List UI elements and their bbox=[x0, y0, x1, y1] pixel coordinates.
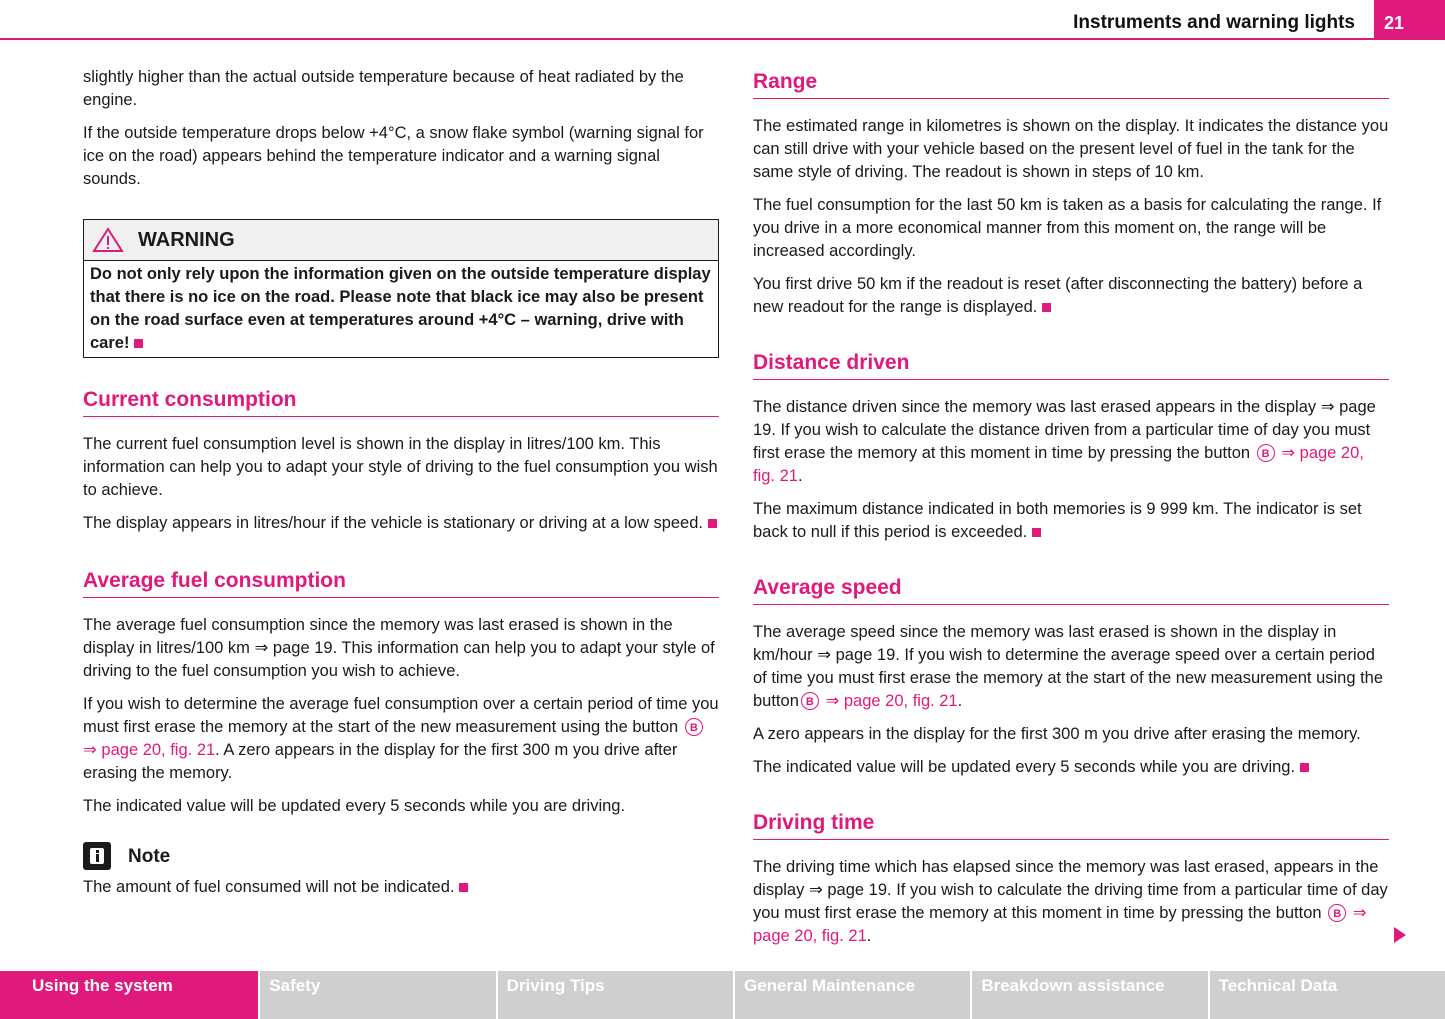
page-reference: ⇒ page 19 bbox=[753, 398, 1376, 439]
heading-range: Range bbox=[753, 68, 1389, 99]
heading-current-consumption: Current consumption bbox=[83, 386, 719, 417]
note-paragraph bbox=[83, 876, 719, 899]
page-number: 21 bbox=[1374, 0, 1445, 40]
tab-driving-tips[interactable]: Driving Tips bbox=[498, 971, 733, 1019]
driving-time-paragraph-1 bbox=[753, 856, 1389, 948]
text: . bbox=[866, 927, 872, 945]
avg-speed-paragraph-1 bbox=[753, 621, 1389, 713]
footer-nav bbox=[0, 971, 1445, 1019]
text: . This information can help you to adapt your style of driving to the fuel consumption you wish to achieve. bbox=[83, 639, 715, 680]
avg-speed-paragraph-2: A zero appears in the display for the first 300 m you drive after erasing the memory. bbox=[753, 725, 1361, 743]
text: If you wish to determine the average fuel consumption over a certain period of time you must first erase the memory at the start of the new measurement using the button bbox=[83, 695, 719, 736]
end-square-icon bbox=[1032, 528, 1041, 537]
note-text: The amount of fuel consumed will not be indicated. bbox=[83, 878, 455, 896]
button-b-icon: B bbox=[685, 718, 703, 736]
tab-breakdown-assistance[interactable]: Breakdown assistance bbox=[972, 971, 1207, 1019]
intro-paragraph-1: slightly higher than the actual outside temperature because of heat radiated by the engine. bbox=[83, 68, 684, 109]
tab-general-maintenance[interactable]: General Maintenance bbox=[735, 971, 970, 1019]
warning-header bbox=[84, 220, 718, 261]
text: . If you wish to calculate the distance driven from a particular time of day you must first erase the memory at this moment in time by pressing the button bbox=[753, 421, 1371, 462]
page-link[interactable]: ⇒ page 20, fig. 21 bbox=[753, 904, 1367, 945]
distance-paragraph-1 bbox=[753, 396, 1389, 488]
warning-box bbox=[83, 219, 719, 358]
range-paragraph-1: The estimated range in kilometres is shown on the display. It indicates the distance you can still drive with your vehicle based on the present level of fuel in the tank for the same style of driving. The readout is shown in steps of 10 km. bbox=[753, 117, 1389, 181]
text: . bbox=[957, 692, 963, 710]
button-b-icon: B bbox=[1328, 904, 1346, 922]
text: The average fuel consumption since the memory was last erased is shown in the display in litres/100 km bbox=[83, 616, 673, 657]
current-paragraph-2-text: The display appears in litres/hour if the vehicle is stationary or driving at a low speed. bbox=[83, 514, 703, 532]
end-square-icon bbox=[1300, 763, 1309, 772]
button-b-icon: B bbox=[801, 692, 819, 710]
end-square-icon bbox=[134, 339, 143, 348]
average-fuel-paragraph-1 bbox=[83, 614, 719, 683]
next-page-arrow-icon[interactable] bbox=[1394, 927, 1406, 943]
text: The average speed since the memory was last erased is shown in the display in km/hour bbox=[753, 623, 1337, 664]
left-column bbox=[83, 66, 719, 909]
distance-paragraph-2 bbox=[753, 498, 1389, 544]
page-reference: ⇒ page 19 bbox=[808, 881, 888, 899]
heading-average-speed: Average speed bbox=[753, 574, 1389, 605]
page-link[interactable]: ⇒ page 20, fig. 21 bbox=[825, 692, 958, 710]
note-title: Note bbox=[128, 845, 171, 867]
avg-speed-paragraph-3 bbox=[753, 756, 1389, 779]
text: You first drive 50 km if the readout is reset (after disconnecting the battery) before a new readout for the range is displayed. bbox=[753, 275, 1363, 316]
warning-triangle-icon bbox=[92, 227, 124, 253]
text: . bbox=[797, 467, 803, 485]
end-square-icon bbox=[1042, 303, 1051, 312]
page-title: Instruments and warning lights bbox=[1073, 12, 1355, 33]
text: The distance driven since the memory was last erased appears in the display bbox=[753, 398, 1317, 416]
warning-text: Do not only rely upon the information given on the outside temperature display that there is no ice on the road. Please note that black ice may also be present on the road surface even at temperatures around +4°C – warning, drive with care! bbox=[90, 265, 711, 352]
end-square-icon bbox=[708, 519, 717, 528]
intro-paragraph-2: If the outside temperature drops below +4°C, a snow flake symbol (warning signal for ice on the road) appears behind the temperature indicator and a warning signal sounds. bbox=[83, 124, 704, 188]
current-paragraph-1: The current fuel consumption level is shown in the display in litres/100 km. This information can help you to adapt your style of driving to the fuel consumption you wish to achieve. bbox=[83, 435, 718, 499]
button-b-icon: B bbox=[1257, 444, 1275, 462]
page-reference: ⇒ page 19 bbox=[254, 639, 333, 657]
right-column bbox=[753, 68, 1389, 958]
page-link[interactable]: ⇒ page 20, fig. 21 bbox=[83, 741, 216, 759]
heading-average-fuel: Average fuel consumption bbox=[83, 567, 719, 598]
current-paragraph-2 bbox=[83, 512, 719, 535]
heading-driving-time: Driving time bbox=[753, 809, 1389, 840]
average-fuel-paragraph-3: The indicated value will be updated every 5 seconds while you are driving. bbox=[83, 797, 626, 815]
text: . If you wish to calculate the driving time from a particular time of day you must first erase the memory at this moment in time by pressing the button bbox=[753, 881, 1388, 922]
header-divider bbox=[0, 38, 1445, 40]
text: . If you wish to determine the average speed over a certain period of time you must first erase the memory at the start of the new measurement using the button bbox=[753, 646, 1384, 710]
tab-technical-data[interactable]: Technical Data bbox=[1210, 971, 1445, 1019]
heading-distance-driven: Distance driven bbox=[753, 349, 1389, 380]
text: The driving time which has elapsed since the memory was last erased, appears in the display bbox=[753, 858, 1379, 899]
page-link[interactable]: ⇒ page 20, fig. 21 bbox=[753, 444, 1364, 485]
text: The indicated value will be updated every 5 seconds while you are driving. bbox=[753, 758, 1296, 776]
warning-title: WARNING bbox=[138, 228, 235, 251]
range-paragraph-3 bbox=[753, 273, 1389, 319]
tab-safety[interactable]: Safety bbox=[260, 971, 495, 1019]
info-icon bbox=[83, 842, 111, 870]
average-fuel-paragraph-2 bbox=[83, 693, 719, 785]
page-reference: ⇒ page 19 bbox=[817, 646, 896, 664]
tab-using-the-system[interactable]: Using the system bbox=[0, 971, 258, 1019]
warning-text-block bbox=[84, 261, 718, 357]
text: . A zero appears in the display for the first 300 m you drive after erasing the memory. bbox=[83, 741, 678, 782]
end-square-icon bbox=[459, 883, 468, 892]
text: The maximum distance indicated in both memories is 9 999 km. The indicator is set back to null if this period is exceeded. bbox=[753, 500, 1362, 541]
range-paragraph-2: The fuel consumption for the last 50 km is taken as a basis for calculating the range. If you drive in a more economical manner from this moment on, the range will be increased accordingly. bbox=[753, 196, 1382, 260]
note-header bbox=[83, 842, 719, 870]
